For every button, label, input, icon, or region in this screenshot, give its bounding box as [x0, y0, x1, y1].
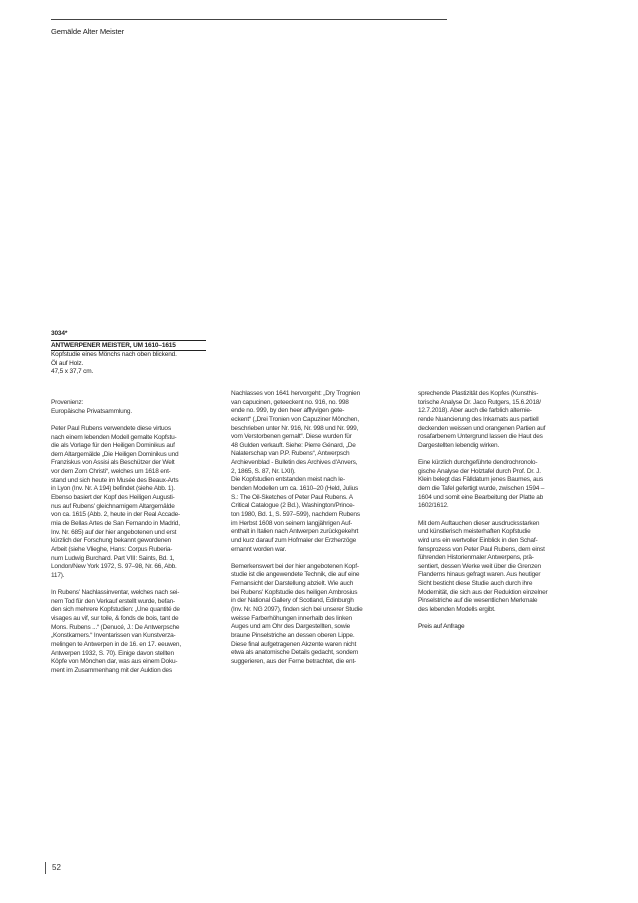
text-line: Modernität, die sich aus der Reduktion einzelner	[418, 588, 548, 596]
price-on-request: Preis auf Anfrage	[418, 623, 465, 630]
text-line: Peter Paul Rubens verwendete diese virtuos	[51, 424, 171, 432]
text-line: vom Verstorbenen gemalt“. Diese wurden für	[231, 433, 352, 441]
text-line: num Ludwig Burchard. Part VIII: Saints, Bd. 1,	[51, 554, 175, 562]
text-line: Flanderns hinaus gefragt waren. Aus heutiger	[418, 571, 541, 579]
text-line: Inv. Nr. 685) auf der hier angebotenen und erst	[51, 528, 177, 536]
paragraph-gap	[51, 416, 208, 425]
text-line: 12.7.2018). Aber auch die farblich alternie-	[418, 407, 532, 415]
text-line: gische Analyse der Holztafel durch Prof. Dr. J.	[418, 467, 541, 475]
text-line: Arbeit (siehe Vlieghe, Hans: Corpus Ruberia-	[51, 545, 173, 553]
text-line: ton 1980, Bd. 1, S. 597–599), nachdem Rubens	[231, 510, 360, 518]
text-line: Mit dem Auftauchen dieser ausdrucksstarken	[418, 519, 540, 527]
page-number: 52	[52, 863, 61, 872]
text-line: Sicht besticht diese Studie auch durch ihre	[418, 580, 533, 588]
text-line: etwa als anatomische Details gedacht, sondern	[231, 649, 359, 657]
text-line: führenden Historienmaler Antwerpens, prä-	[418, 554, 534, 562]
text-line: sprechende Plastizität des Kopfes (Kunsthis-	[418, 390, 539, 397]
lot-medium: Öl auf Holz.	[51, 359, 84, 367]
text-line: Critical Catalogue (2 Bd.), Washington/Prince-	[231, 502, 355, 510]
text-column-3	[418, 390, 578, 623]
text-line: deckenden weissen und orangenen Partien auf	[418, 424, 546, 432]
paragraph-gap	[418, 450, 578, 459]
text-line: Franziskus von Assisi als Beschützer der Welt	[51, 459, 175, 467]
text-line: 2, 1865, S. 87, Nr. LXII).	[231, 467, 296, 475]
text-line: (Inv. Nr. NG 2097), finden sich bei unserer Studie	[231, 606, 363, 614]
text-line: wird uns ein wertvoller Einblick in den Schaf-	[418, 536, 538, 544]
text-line: benden Modellen um ca. 1610–20 (Held, Julius	[231, 485, 359, 493]
text-line: 117).	[51, 571, 65, 579]
text-line: „Konstkamers.“ Inventarissen van Kunstverza-	[51, 632, 176, 640]
text-line: London/New York 1972, S. 97–98, Nr. 66, Abb.	[51, 563, 177, 571]
text-line: braune Pinselstriche an dessen oberen Lippe.	[231, 631, 355, 639]
text-column-2	[231, 390, 391, 667]
text-line: Nalaterschap van P.P. Rubens“, Antwerpsch	[231, 450, 350, 458]
text-line: Archievenblad - Bulletin des Archives d'Anvers,	[231, 459, 358, 467]
text-line: Europäische Privatsammlung.	[51, 407, 132, 415]
text-line: Fernansicht der Darstellung abzielt. Wie auch	[231, 580, 354, 588]
lot-title: Kopfstudie eines Mönchs nach oben blickend.	[51, 351, 177, 359]
text-line: ment im Zusammenhang mit der Auktion des	[51, 666, 172, 674]
text-line: enthalt in Italien nach Antwerpen zurückgekehrt	[231, 528, 359, 536]
text-line: Nachlasses von 1641 hervorgeht: „Dry Trognien	[231, 390, 361, 397]
text-line: weisse Farberhöhungen innerhalb des linken	[231, 614, 352, 622]
text-line: studie ist die angewendete Technik, die auf eine	[231, 571, 360, 579]
text-line: stand und sich heute im Musée des Beaux-Arts	[51, 476, 179, 484]
text-line: kürzlich der Forschung bekannt gewordenen	[51, 537, 172, 545]
text-line: in der National Gallery of Scotland, Edinburgh	[231, 597, 354, 605]
text-line: eckent“ („Drei Tronien von Capuziner Mönchen,	[231, 415, 359, 423]
text-line: ende no. 999, by den heer afflyvigen gete-	[231, 407, 345, 415]
text-line: fensprozess von Peter Paul Rubens, dem einst	[418, 545, 545, 553]
text-line: vor dem Zorn Christi“, welches um 1618 ent-	[51, 468, 171, 476]
header-rule	[51, 19, 447, 20]
text-line: Dargestellten lebendig wirken.	[418, 441, 500, 449]
text-line: Eine kürzlich durchgeführte dendrochronolo-	[418, 459, 538, 467]
text-line: den sich mehrere Kopfstudien: „Une quantité de	[51, 606, 180, 614]
paragraph-gap	[418, 511, 578, 520]
paragraph-gap	[231, 554, 391, 563]
text-line: In Rubens' Nachlassinventar, welches nach sei-	[51, 589, 180, 597]
text-line: rende Nuancierung des Inkarnats aus partiell	[418, 415, 539, 423]
text-line: 1604 und somit eine Bearbeitung der Platte ab	[418, 493, 544, 501]
text-line: visages au vif, sur toile, & fonds de bois, tant de	[51, 615, 179, 623]
lot-dimensions: 47,5 x 37,7 cm.	[51, 368, 94, 376]
paragraph-gap	[418, 615, 578, 624]
paragraph-gap	[51, 580, 208, 589]
section-title: Gemälde Alter Meister	[51, 27, 125, 36]
text-line: Auges und am Ohr des Dargestellten, sowie	[231, 623, 350, 631]
text-line: des lebenden Modells ergibt.	[418, 606, 496, 614]
text-line: dem die Tafel gefertigt wurde, zwischen 1594 –	[418, 485, 545, 493]
lot-block	[51, 330, 206, 377]
text-line: dem Altargemälde „Die Heiligen Dominikus und	[51, 450, 179, 458]
text-line: Pinselstriche auf die wesentlichen Merkmale	[418, 597, 538, 605]
text-line: im Herbst 1608 von seinem langjährigen Auf-	[231, 519, 353, 527]
text-line: sentiert, dessen Werke weit über die Grenzen	[418, 562, 541, 570]
price-block	[418, 623, 578, 632]
text-line: Klein belegt das Fälldatum jenes Baumes, aus	[418, 476, 543, 484]
text-line: melingen te Antwerpen in de 16. en 17. eeuwen,	[51, 640, 181, 648]
text-line: beschrieben unter Nr. 916, Nr. 998 und Nr. 999,	[231, 424, 359, 432]
footer-rule	[45, 862, 46, 874]
text-line: S.: The Oil-Sketches of Peter Paul Rubens. A	[231, 493, 353, 501]
text-line: torische Analyse Dr. Jaco Rutgers, 15.6.2018/	[418, 398, 541, 406]
text-line: Köpfe von Mönchen dar, was aus einem Doku-	[51, 658, 178, 666]
text-line: Ebenso basiert der Kopf des Heiligen Augusti-	[51, 494, 175, 502]
text-line: die als Vorlage für den Heiligen Dominikus auf	[51, 442, 175, 450]
text-line: 1602/1612.	[418, 502, 449, 510]
text-line: van capucinen, geteeckent no. 916, no. 998	[231, 398, 349, 406]
text-line: Mons. Rubens ...“ (Denucé, J.: De Antwerpsche	[51, 623, 180, 631]
text-line: Bemerkenswert bei der hier angebotenen Kopf-	[231, 562, 359, 570]
text-line: nach einem lebenden Modell gemalte Kopfstu-	[51, 433, 177, 441]
text-line: in Lyon (Inv. Nr. A 194) befindet (siehe Abb. 1).	[51, 485, 175, 493]
text-line: und künstlerisch meisterhaften Kopfstudie	[418, 528, 531, 536]
text-line: Provenienz:	[51, 399, 84, 406]
text-line: ernannt worden war.	[231, 545, 287, 553]
text-line: und kurz darauf zum Hofmaler der Erzherzöge	[231, 536, 357, 544]
text-column-1	[51, 399, 208, 676]
text-line: Die Kopfstudien entstanden meist nach le-	[231, 476, 345, 484]
text-line: mia de Bellas Artes de San Fernando in Madrid,	[51, 519, 180, 527]
text-line: nus auf Rubens' gleichnamigem Altargemälde	[51, 502, 175, 510]
text-line: rosafarbenem Untergrund lassen die Haut des	[418, 433, 543, 441]
text-line: 48 Gulden verkauft. Siehe: Pierre Génard, „De	[231, 441, 356, 449]
text-line: von ca. 1615 (Abb. 2, heute in der Real Accade-	[51, 511, 180, 519]
lot-artist: ANTWERPENER MEISTER, UM 1610–1615	[51, 340, 206, 352]
lot-number: 3034*	[51, 330, 68, 337]
text-line: Antwerpen 1932, S. 70). Einige davon stellten	[51, 649, 174, 657]
text-line: nem Tod für den Verkauf erstellt wurde, befan-	[51, 597, 176, 605]
text-line: bei Rubens' Kopfstudie des heiligen Ambrosius	[231, 588, 358, 596]
text-line: suggerieren, aus der Ferne betrachtet, die ent-	[231, 657, 357, 665]
text-line: Diese final aufgetragenen Akzente waren nicht	[231, 640, 357, 648]
